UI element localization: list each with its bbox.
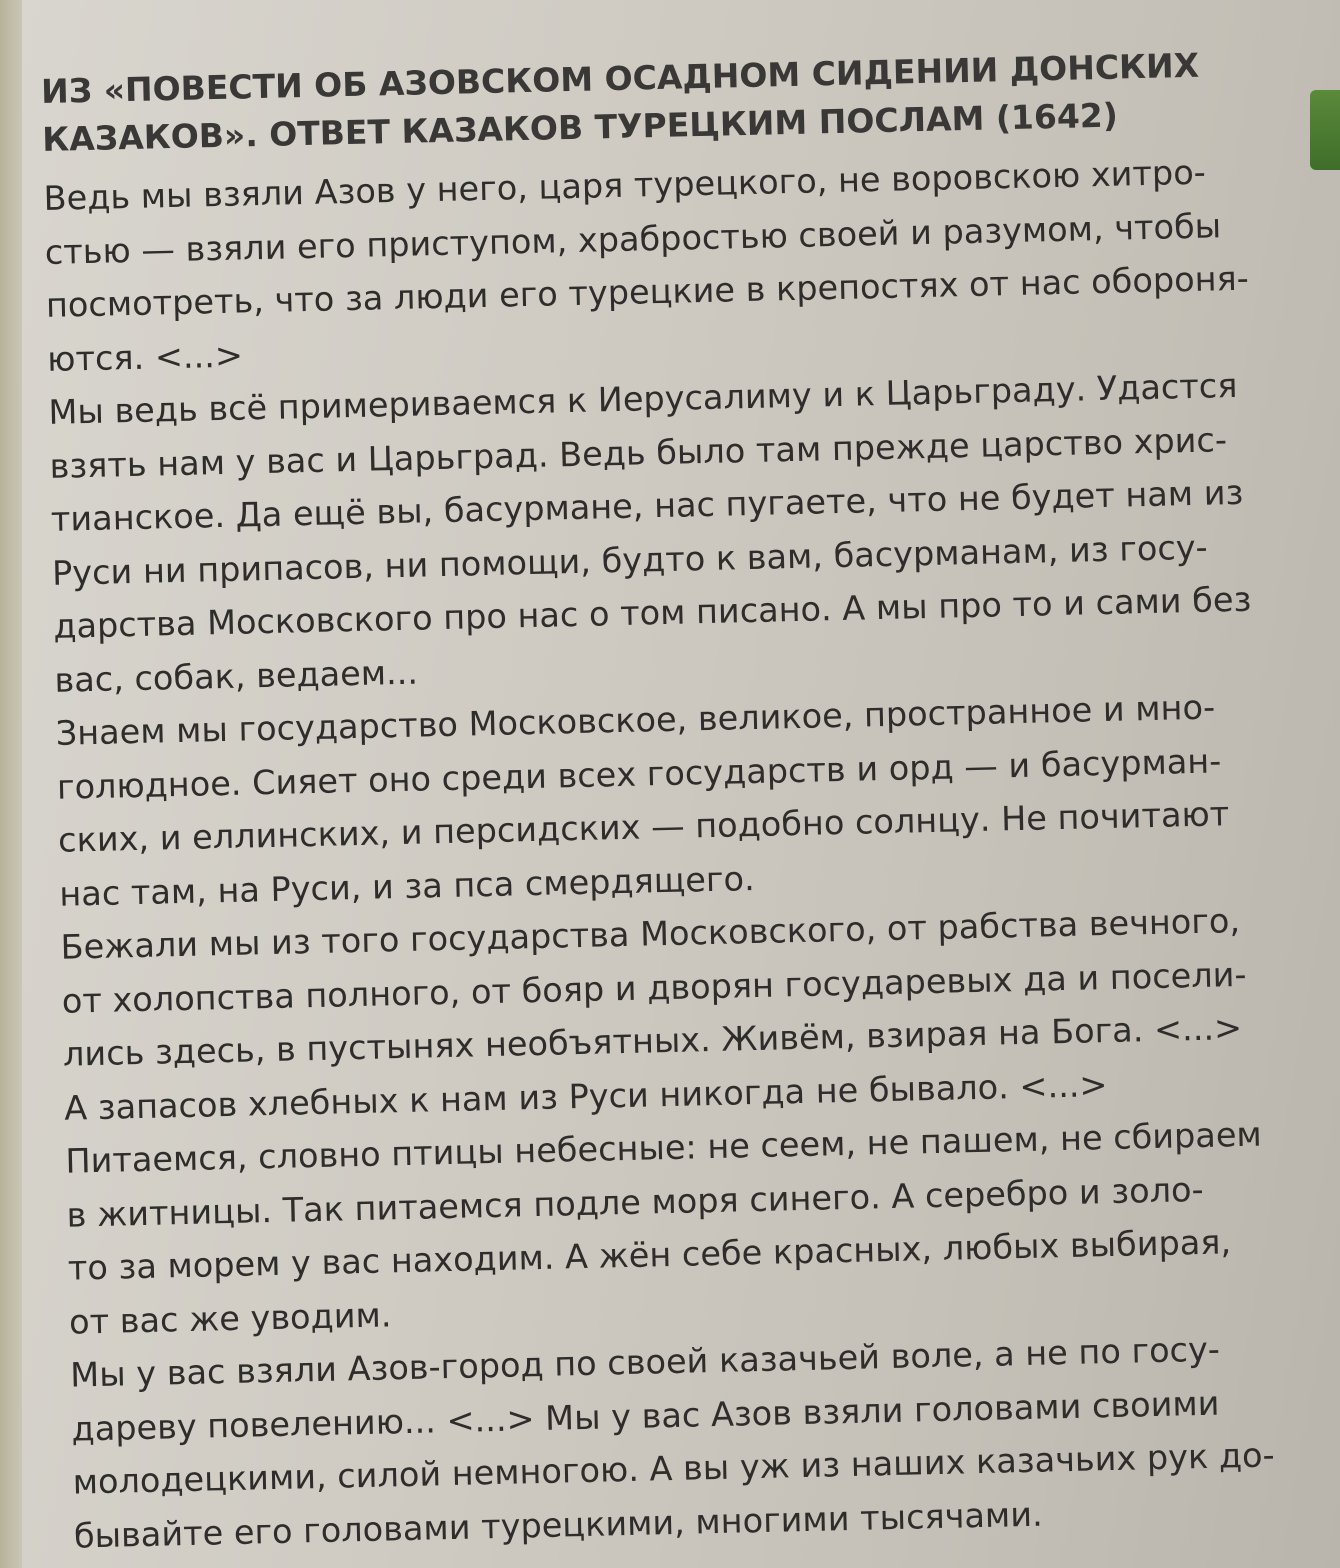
heading-line: ИЗ «ПОВЕСТИ ОБ АЗОВСКОМ ОСАДНОМ СИДЕНИИ ДОНСКИХ <box>40 45 1200 111</box>
page-margin-strip <box>0 0 22 1568</box>
paragraph <box>55 678 1330 921</box>
paragraph <box>43 143 1318 386</box>
text-line: А запасов хлебных к нам из Руси никогда не бывало. <...> <box>63 1064 1108 1128</box>
body-text <box>43 143 1340 1562</box>
text-line: то за морем у вас находим. А жён себе красных, любых выбирая, <box>67 1222 1232 1288</box>
page-content <box>40 11 1340 1562</box>
page-corner-tab <box>1310 90 1340 170</box>
text-line: посмотреть, что за люди его турецкие в крепостях от нас обороня- <box>45 258 1250 325</box>
text-line: ских, и еллинских, и персидских — подобно солнцу. Не почитают <box>57 794 1230 860</box>
text-line: Бежали мы из того государства Московского, от рабства вечного, <box>60 901 1241 967</box>
paragraph <box>48 357 1325 707</box>
text-line: дарства Московского про нас о том писано. А мы про то и сами без <box>52 579 1252 646</box>
text-line: нас там, на Руси, и за пса смердящего. <box>58 858 756 914</box>
text-line: стью — взяли его приступом, храбростью своей и разумом, чтобы <box>44 205 1222 272</box>
text-line: Питаемся, словно птицы небесные: не сеем, не пашем, не сбираем <box>65 1114 1263 1181</box>
text-line: взять нам у вас и Царьград. Ведь было там прежде царство хрис- <box>49 419 1228 486</box>
text-line: ются. <...> <box>46 334 244 379</box>
heading-line: КАЗАКОВ». ОТВЕТ КАЗАКОВ ТУРЕЦКИМ ПОСЛАМ (1642) <box>41 95 1119 159</box>
text-line: Мы у вас взяли Азов-город по своей казачьей воле, а не по госу- <box>69 1329 1221 1395</box>
paragraph <box>65 1106 1340 1349</box>
text-line: бывайте его головами турецкими, многими тысячами. <box>73 1494 1044 1556</box>
text-line: голюдное. Сияет оно среди всех государств и орд — и басурман- <box>56 740 1222 807</box>
text-line: от холопства полного, от бояр и дворян государевых да и посели- <box>61 954 1247 1021</box>
text-line: в житницы. Так питаемся подле моря синего. А серебро и золо- <box>66 1169 1205 1235</box>
text-line: Ведь мы взяли Азов у него, царя турецкого, не воровскою хитро- <box>43 152 1207 218</box>
text-line: от вас же уводим. <box>68 1294 392 1342</box>
text-line: лись здесь, в пустынях необъятных. Живём, взирая на Бога. <...> <box>62 1007 1243 1074</box>
text-line: вас, собак, ведаем... <box>54 652 419 700</box>
text-line: Знаем мы государство Московское, великое, пространное и мно- <box>55 687 1216 753</box>
text-line: тианское. Да ещё вы, басурмане, нас пугаете, что не будет нам из <box>50 472 1244 539</box>
text-line: дареву повелению... <...> Мы у вас Азов взяли головами своими <box>71 1383 1220 1449</box>
text-line: молодецкими, силой немногою. А вы уж из наших казачьих рук до- <box>72 1435 1275 1502</box>
text-line: Руси ни припасов, ни помощи, будто к вам, басурманам, из госу- <box>51 527 1209 593</box>
section-heading <box>41 39 1313 164</box>
paragraph <box>60 892 1333 1081</box>
paragraph <box>70 1320 1340 1563</box>
text-line: Мы ведь всё примериваемся к Иерусалиму и к Царьграду. Удастся <box>48 365 1238 432</box>
